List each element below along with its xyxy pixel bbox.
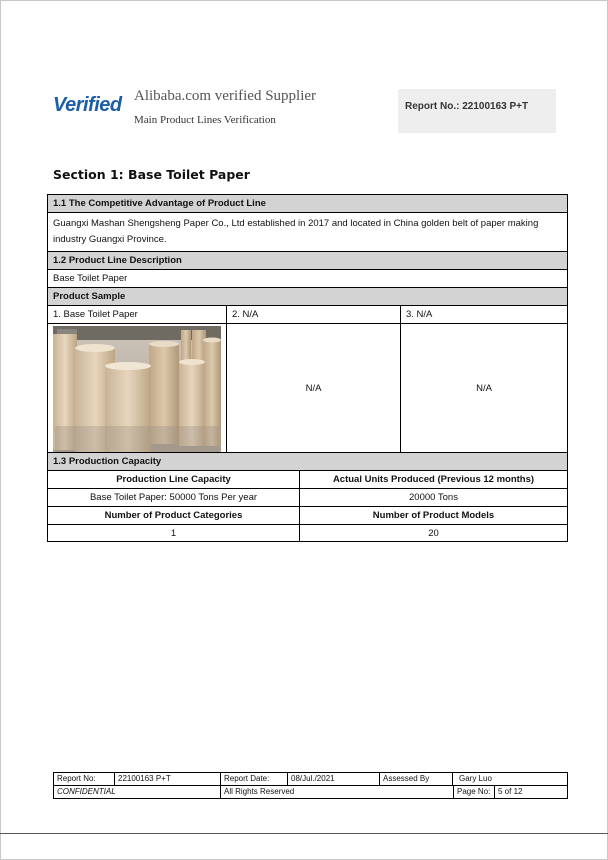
product-line-table (47, 194, 568, 542)
advantage-heading: 1.1 The Competitive Advantage of Product Line (48, 194, 567, 212)
page-bottom-line (0, 833, 608, 834)
verified-logo: Verified (53, 94, 122, 116)
sample-content-row (48, 323, 567, 452)
description-heading: 1.2 Product Line Description (48, 251, 567, 269)
capacity-value-row (48, 488, 567, 506)
supplier-title: Alibaba.com verified Supplier (134, 88, 317, 104)
description-text: Base Toilet Paper (48, 269, 567, 287)
capacity-header-row (48, 470, 567, 488)
capacity-col1-header: Production Line Capacity (116, 474, 231, 485)
capacity-col2-value: 20000 Tons (299, 489, 567, 506)
categories-header: Number of Product Categories (104, 510, 243, 521)
footer-page-label: Page No: (453, 786, 494, 798)
sample-label-1: 1. Base Toilet Paper (53, 309, 138, 320)
capacity-col1-value: Base Toilet Paper: 50000 Tons Per year (89, 492, 258, 503)
footer-assessed-label: Assessed By (379, 773, 452, 785)
sample-photo-cell (48, 324, 226, 453)
sample-label-3: 3. N/A (400, 306, 567, 323)
footer-report-no-label: Report No: (57, 774, 96, 783)
toilet-paper-rolls-photo (53, 326, 221, 452)
footer-report-date-label: Report Date: (220, 773, 287, 785)
advantage-text: Guangxi Mashan Shengsheng Paper Co., Ltd established in 2017 and located in China golden belt of paper making industry Guangxi Province. (48, 212, 567, 251)
report-number: Report No.: 22100163 P+T (405, 101, 529, 112)
sample-labels-row (48, 305, 567, 323)
sample-content-3: N/A (400, 324, 567, 453)
footer-row-1 (54, 773, 567, 785)
sample-label-2: 2. N/A (226, 306, 400, 323)
section-title: Section 1: Base Toilet Paper (53, 167, 250, 182)
capacity-heading: 1.3 Production Capacity (48, 452, 567, 470)
footer-assessed-value: Gary Luo (452, 773, 565, 785)
categories-value: 1 (170, 528, 177, 539)
models-header: Number of Product Models (299, 507, 567, 524)
footer-page-value: 5 of 12 (494, 786, 565, 798)
footer-report-no-value: 22100163 P+T (114, 773, 220, 785)
footer-report-date-value: 08/Jul./2021 (287, 773, 379, 785)
report-number-box (398, 89, 556, 133)
footer-row-2 (54, 785, 567, 798)
categories-header-row (48, 506, 567, 524)
footer-confidential: CONFIDENTIAL (57, 787, 116, 796)
supplier-subtitle: Main Product Lines Verification (134, 114, 276, 126)
capacity-col2-header: Actual Units Produced (Previous 12 months) (299, 471, 567, 488)
page-footer (53, 772, 568, 799)
sample-content-2: N/A (226, 324, 400, 453)
footer-rights: All Rights Reserved (220, 786, 453, 798)
models-value: 20 (299, 525, 567, 541)
sample-heading: Product Sample (48, 287, 567, 305)
categories-value-row (48, 524, 567, 542)
